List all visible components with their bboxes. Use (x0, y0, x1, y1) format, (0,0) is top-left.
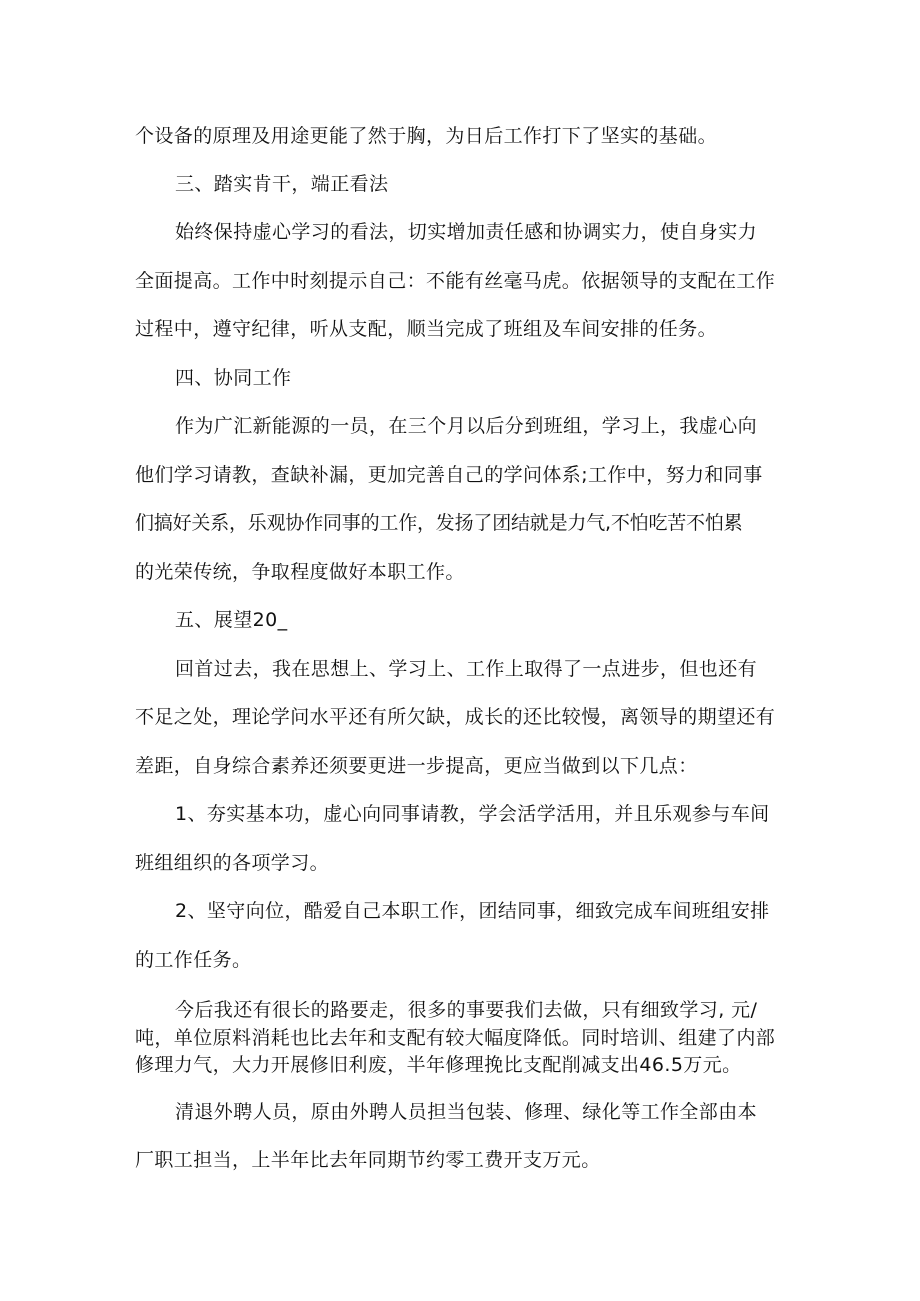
list-item-text: 2、坚守向位，酷爱自己本职工作，团结同事，细致完成车间班组安排 (175, 900, 770, 922)
body-text-line: 今后我还有很长的路要走，很多的事要我们去做，只有细致学习, 元/ (175, 999, 758, 1021)
list-item-text: 1、夯实基本功，虚心向同事请教，学会活学活用，并且乐观参与车间 (175, 803, 770, 825)
body-text-line: 始终保持虚心学习的看法，切实增加责任感和协调实力，使自身实力 (175, 221, 758, 243)
body-text-line: 的光荣传统，争取程度做好本职工作。 (135, 561, 465, 583)
body-text-line: 个设备的原理及用途更能了然于胸，为日后工作打下了坚实的基础。 (135, 125, 718, 147)
list-item-text: 班组组织的各项学习。 (135, 852, 330, 874)
body-text-line: 们搞好关系，乐观协作同事的工作，发扬了团结就是力气,不怕吃苦不怕累 (135, 512, 743, 534)
section-heading: 五、展望20_ (175, 609, 288, 631)
body-text-line: 回首过去，我在思想上、学习上、工作上取得了一点进步，但也还有 (175, 658, 758, 680)
section-heading: 三、踏实肯干，端正看法 (175, 173, 389, 195)
body-text-line: 清退外聘人员，原由外聘人员担当包装、修理、绿化等工作全部由本 (175, 1101, 758, 1123)
body-text-line: 他们学习请教，查缺补漏，更加完善自己的学问体系;工作中，努力和同事 (135, 464, 763, 486)
body-text-line: 修理力气，大力开展修旧利废，半年修理挽比支配削减支出46.5万元。 (135, 1054, 742, 1076)
body-text-line: 厂职工担当，上半年比去年同期节约零工费开支万元。 (135, 1149, 601, 1171)
body-text-line: 吨，单位原料消耗也比去年和支配有较大幅度降低。同时培训、组建了内部 (135, 1027, 776, 1049)
body-text-line: 不足之处，理论学问水平还有所欠缺，成长的还比较慢，离领导的期望还有 (135, 706, 776, 728)
body-text-line: 过程中，遵守纪律，听从支配，顺当完成了班组及车间安排的任务。 (135, 318, 718, 340)
body-text-line: 作为广汇新能源的一员，在三个月以后分到班组，学习上，我虚心向 (175, 415, 758, 437)
section-heading: 四、协同工作 (175, 367, 292, 389)
list-item-text: 的工作任务。 (135, 949, 252, 971)
body-text-line: 全面提高。工作中时刻提示自己：不能有丝毫马虎。依据领导的支配在工作 (135, 270, 776, 292)
body-text-line: 差距，自身综合素养还须要更进一步提高，更应当做到以下几点： (135, 755, 698, 777)
